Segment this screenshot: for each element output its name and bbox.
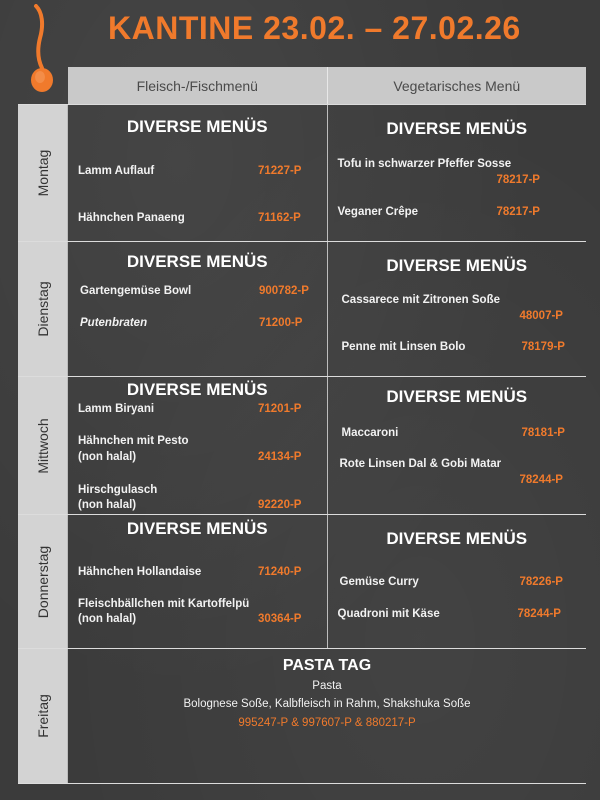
dish-name: Hähnchen mit Pesto: [78, 435, 189, 447]
ladle-icon: [22, 4, 54, 101]
day-row-mittwoch: [18, 376, 586, 514]
dish-name: Penne mit Linsen Bolo: [341, 341, 466, 353]
dish-name: Rote Linsen Dal & Gobi Matar: [339, 458, 502, 470]
meat-menu-cell: [68, 242, 327, 376]
dish-name: Maccaroni: [341, 427, 399, 439]
dish-code: 900782-P: [259, 285, 309, 297]
veg-menu-cell: [327, 515, 587, 648]
dish-note: (non halal): [78, 451, 137, 463]
menu-heading: DIVERSE MENÜS: [386, 529, 528, 548]
day-label: Mittwoch: [34, 417, 51, 474]
column-header-meat: Fleisch-/Fischmenü: [68, 67, 327, 104]
menu-heading: DIVERSE MENÜS: [386, 119, 528, 138]
dish-code: 71240-P: [258, 566, 302, 578]
dish-name: Cassarece mit Zitronen Soße: [341, 294, 500, 306]
dish-code: 78217-P: [496, 174, 540, 186]
veg-menu-cell: [327, 377, 587, 514]
dish-code: 78217-P: [496, 206, 540, 218]
day-row-montag: [18, 104, 586, 241]
day-label-cell: [18, 515, 68, 648]
day-label: Donnerstag: [34, 545, 51, 618]
dish-note: (non halal): [78, 499, 137, 511]
dish-name: Hähnchen Panaeng: [78, 212, 185, 224]
friday-menu-cell: [68, 649, 586, 783]
day-row-dienstag: [18, 241, 586, 376]
dish-name: Hähnchen Hollandaise: [78, 566, 202, 578]
pasta-day-title: PASTA TAG: [282, 657, 372, 674]
dish-code: 24134-P: [258, 451, 302, 463]
menu-heading: DIVERSE MENÜS: [126, 380, 268, 399]
dish-name: Lamm Auflauf: [78, 165, 155, 177]
meat-menu-cell: [68, 377, 327, 514]
day-label: Dienstag: [34, 281, 51, 337]
dish-name: Veganer Crêpe: [337, 206, 419, 218]
day-label: Freitag: [34, 694, 51, 738]
dish-code: 78179-P: [521, 341, 565, 353]
day-label: Montag: [34, 149, 51, 197]
menu-heading: DIVERSE MENÜS: [386, 387, 528, 406]
menu-grid: [18, 104, 586, 784]
dish-code: 71200-P: [259, 317, 303, 329]
dish-name: Fleischbällchen mit Kartoffelpü: [78, 598, 250, 610]
meat-menu-cell: [68, 105, 327, 241]
dish-code: 78244-P: [519, 474, 563, 486]
dish-name: Tofu in schwarzer Pfeffer Sosse: [337, 158, 512, 170]
dish-name: Quadroni mit Käse: [337, 608, 440, 620]
dish-code: 92220-P: [258, 499, 302, 511]
dish-code: 78181-P: [521, 427, 565, 439]
day-label-cell: [18, 242, 68, 376]
veg-menu-cell: [327, 105, 587, 241]
day-label-cell: [18, 377, 68, 514]
dish-name: Gartengemüse Bowl: [80, 285, 192, 297]
menu-heading: DIVERSE MENÜS: [126, 252, 268, 271]
page-title: KANTINE 23.02. – 27.02.26: [108, 10, 521, 46]
meat-menu-cell: [68, 515, 327, 648]
dish-name: Hirschgulasch: [78, 484, 158, 496]
dish-code: 78244-P: [517, 608, 561, 620]
dish-code: 48007-P: [519, 310, 563, 322]
dish-name: Putenbraten: [80, 317, 148, 329]
dish-code: 71201-P: [258, 403, 302, 415]
day-row-freitag: [18, 648, 586, 784]
column-header-veg: Vegetarisches Menü: [327, 67, 587, 104]
day-label-cell: [18, 649, 68, 783]
dish-code: 30364-P: [258, 613, 302, 625]
pasta-sauces: Bolognese Soße, Kalbfleisch in Rahm, Shakshuka Soße: [183, 698, 471, 710]
column-header-row: [68, 67, 586, 104]
pasta-codes: 995247-P & 997607-P & 880217-P: [238, 717, 416, 729]
dish-code: 78226-P: [519, 576, 563, 588]
day-row-donnerstag: [18, 514, 586, 648]
menu-heading: DIVERSE MENÜS: [386, 256, 528, 275]
veg-menu-cell: [327, 242, 587, 376]
pasta-subtitle: Pasta: [312, 680, 342, 692]
dish-name: Gemüse Curry: [339, 576, 419, 588]
dish-note: (non halal): [78, 613, 137, 625]
dish-code: 71227-P: [258, 165, 302, 177]
dish-code: 71162-P: [258, 212, 301, 224]
day-label-cell: [18, 105, 68, 241]
menu-heading: DIVERSE MENÜS: [126, 117, 268, 136]
dish-name: Lamm Biryani: [78, 403, 155, 415]
menu-heading: DIVERSE MENÜS: [126, 519, 268, 538]
